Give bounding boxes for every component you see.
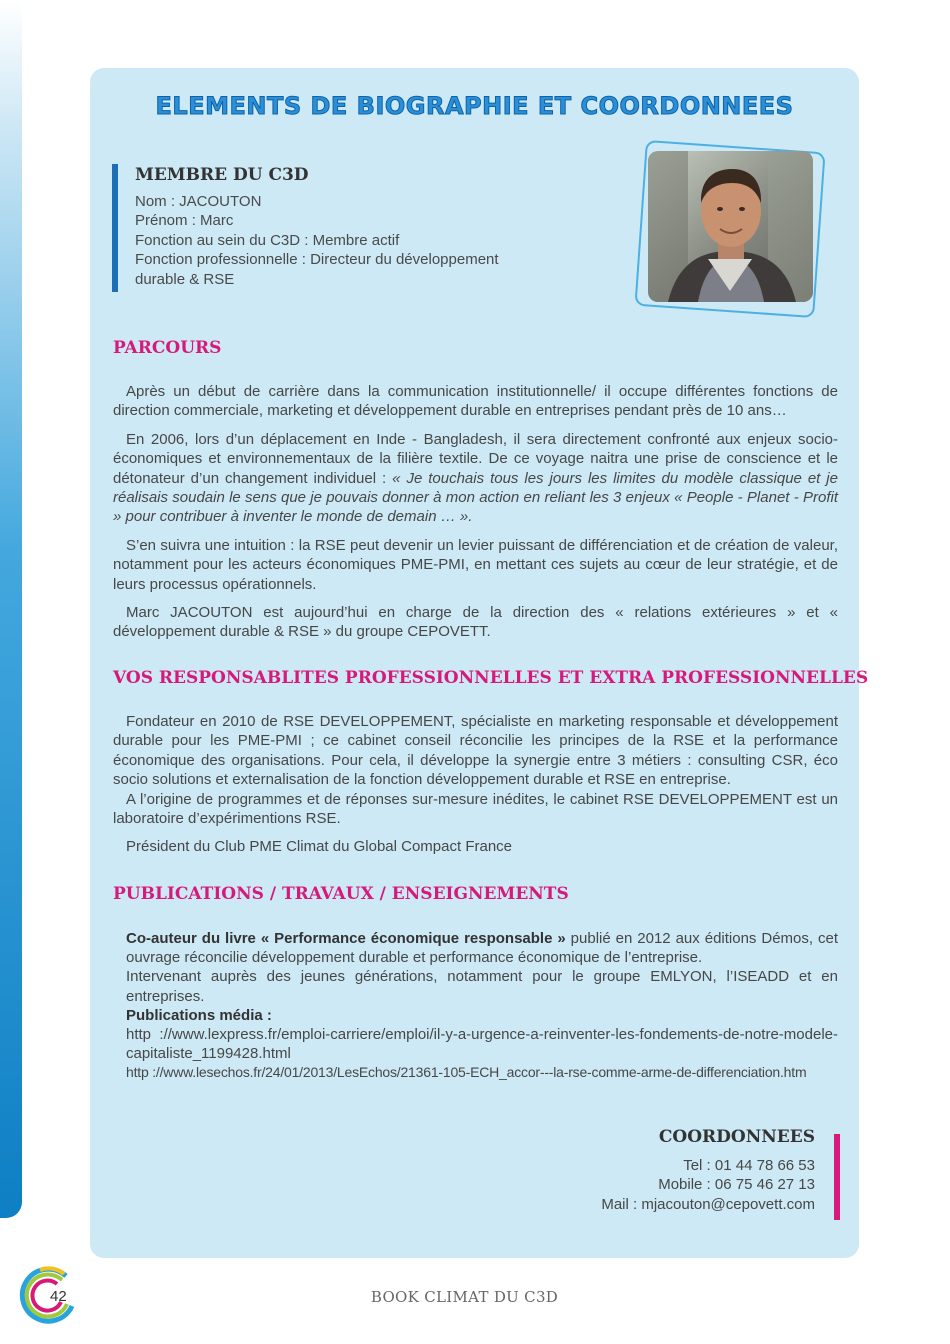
coordonnees-tel: Tel : 01 44 78 66 53 <box>683 1156 815 1174</box>
member-accent-bar <box>112 164 118 292</box>
publication-book-title: Co-auteur du livre « Performance économique responsable » <box>126 930 566 947</box>
responsabilites-paragraph: Président du Club PME Climat du Global Compact France <box>126 838 513 856</box>
parcours-text-start: En 2006, lors d’un déplacement en Inde - Bangladesh, il sera directement confronté aux enjeux socio-économiques et environnementaux de la filière textile. De ce voyage naitra une prise de conscience et le détonateur d’un changement individuel : <box>113 430 838 487</box>
responsabilites-paragraph: A l’origine de programmes et de réponses sur-mesure inédites, le cabinet RSE DEVELOPPEMENT est un laboratoire d’expérimentions RSE. <box>113 790 838 828</box>
coordonnees-mobile: Mobile : 06 75 46 27 13 <box>658 1176 815 1194</box>
publication-link-lesechos[interactable]: http ://www.lesechos.fr/24/01/2013/LesEchos/21361-105-ECH_accor---la-rse-comme-arme-de-differenciation.htm <box>126 1064 807 1081</box>
parcours-paragraph: S’en suivra une intuition : la RSE peut devenir un levier puissant de différenciation et de création de valeur, notamment pour les acteurs économiques PME-PMI, en mettant ces sujets au cœur de leur stratégie, et de leurs processus opérationnels. <box>113 536 838 593</box>
parcours-text <box>113 382 838 651</box>
parcours-paragraph: Marc JACOUTON est aujourd’hui en charge de la direction des « relations extérieures » et « développement durable & RSE » du groupe CEPOVETT. <box>113 604 838 641</box>
coordonnees-title: COORDONNEES <box>658 1127 815 1147</box>
member-fonction-pro: Fonction professionnelle : Directeur du développement <box>135 251 499 268</box>
footer-book-title: BOOK CLIMAT DU C3D <box>370 1288 559 1306</box>
member-title: MEMBRE DU C3D <box>135 165 309 185</box>
page-title: ELEMENTS DE BIOGRAPHIE ET COORDONNEES <box>155 92 794 120</box>
responsabilites-text <box>113 712 838 866</box>
member-prenom: Prénom : Marc <box>135 212 234 229</box>
member-fonction-c3d: Fonction au sein du C3D : Membre actif <box>135 231 400 249</box>
responsabilites-paragraph: Fondateur en 2010 de RSE DEVELOPPEMENT, spécialiste en marketing responsable et développement durable pour les PME-PMI ; ce cabinet conseil réconcilie les principes de la RSE et la performance économique des organisations. Pour cela, il développe la synergie entre 3 métiers : consulting CSR, éco socio solutions et externalisation de la fonction développement durable et RSE en entreprise. <box>113 713 838 789</box>
publication-link-lexpress[interactable]: http ://www.lexpress.fr/emploi-carriere/emploi/il-y-a-urgence-a-reinventer-les-fondements-de-notre-modele-capitaliste_1199428.html <box>126 1026 838 1063</box>
section-title-parcours: PARCOURS <box>113 338 222 358</box>
publication-intervenant: Intervenant auprès des jeunes générations, notamment pour le groupe EMLYON, l’ISEADD et en entreprises. <box>126 968 838 1005</box>
coordonnees-accent-bar <box>834 1134 840 1220</box>
media-label-text: Publications média : <box>126 1006 272 1024</box>
parcours-paragraph: Après un début de carrière dans la communication institutionnelle/ il occupe différentes fonctions de direction commerciale, marketing et développement durable en entreprises pendant près de 10 ans… <box>113 383 838 420</box>
parcours-paragraph <box>113 430 838 527</box>
coordonnees-mail[interactable]: Mail : mjacouton@cepovett.com <box>601 1195 815 1213</box>
publication-book-desc: publié en 2012 aux éditions Démos, cet ouvrage réconcilie développement durable et performance économique de l’entreprise. <box>126 930 839 967</box>
member-nom: Nom : JACOUTON <box>135 192 262 210</box>
page-number: 42 <box>50 1288 67 1305</box>
parcours-quote: « Je touchais tous les jours les limites du modèle classique et je réalisais soudain le sens que je pouvais donner à mon action en reliant les 3 enjeux « People - Planet - Profit » pour contribuer à inventer le monde de demain … ». <box>113 469 838 526</box>
publications-text <box>126 929 838 1083</box>
section-title-responsabilites: VOS RESPONSABLITES PROFESSIONNELLES ET EXTRA PROFESSIONNELLES <box>113 668 869 688</box>
member-info <box>135 166 555 289</box>
member-fonction-pro-cont: durable & RSE <box>135 270 235 288</box>
coordonnees-block <box>601 1128 815 1214</box>
publication-media-label <box>126 1006 838 1025</box>
publication-book <box>126 929 838 967</box>
section-title-publications: PUBLICATIONS / TRAVAUX / ENSEIGNEMENTS <box>113 884 569 904</box>
side-gradient-bar <box>0 0 22 1218</box>
portrait-photo <box>648 151 813 302</box>
